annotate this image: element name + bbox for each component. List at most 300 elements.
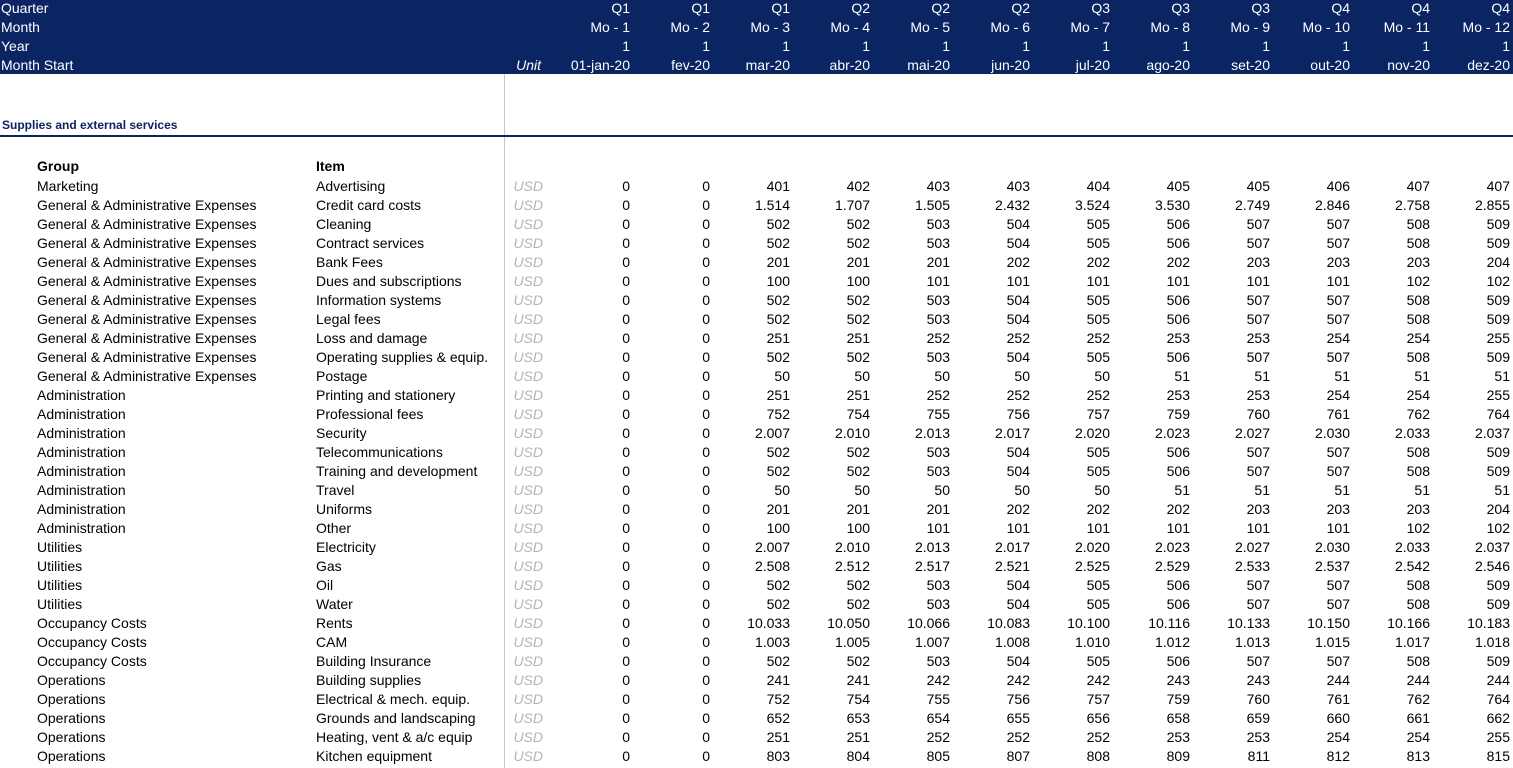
- value-cell[interactable]: 506: [1166, 596, 1190, 612]
- value-cell[interactable]: 653: [846, 710, 870, 726]
- value-cell[interactable]: 503: [926, 292, 950, 308]
- value-cell[interactable]: 0: [622, 235, 630, 251]
- value-cell[interactable]: 407: [1486, 178, 1510, 194]
- value-cell[interactable]: 201: [926, 501, 950, 517]
- value-cell[interactable]: 507: [1246, 311, 1270, 327]
- value-cell[interactable]: 1.707: [834, 197, 870, 213]
- unit-cell[interactable]: USD: [513, 406, 543, 422]
- group-cell[interactable]: Administration: [37, 406, 126, 422]
- value-cell[interactable]: 50: [934, 482, 950, 498]
- value-cell[interactable]: 0: [702, 273, 710, 289]
- month-cell[interactable]: Mo - 2: [670, 19, 710, 35]
- item-cell[interactable]: Telecommunications: [316, 444, 443, 460]
- item-cell[interactable]: Printing and stationery: [316, 387, 456, 403]
- value-cell[interactable]: 2.010: [834, 539, 870, 555]
- value-cell[interactable]: 100: [846, 520, 870, 536]
- value-cell[interactable]: 1.007: [914, 634, 950, 650]
- group-cell[interactable]: General & Administrative Expenses: [37, 216, 257, 232]
- unit-cell[interactable]: USD: [513, 311, 543, 327]
- value-cell[interactable]: 0: [622, 178, 630, 194]
- value-cell[interactable]: 101: [1326, 273, 1350, 289]
- group-cell[interactable]: Utilities: [37, 596, 83, 612]
- value-cell[interactable]: 253: [1166, 330, 1190, 346]
- value-cell[interactable]: 2.007: [754, 539, 790, 555]
- year-label[interactable]: Year: [1, 38, 30, 54]
- value-cell[interactable]: 507: [1246, 577, 1270, 593]
- unit-cell[interactable]: USD: [513, 729, 543, 745]
- value-cell[interactable]: 502: [766, 463, 790, 479]
- group-cell[interactable]: General & Administrative Expenses: [37, 349, 257, 365]
- value-cell[interactable]: 0: [622, 710, 630, 726]
- group-cell[interactable]: Administration: [37, 501, 126, 517]
- unit-cell[interactable]: USD: [513, 330, 543, 346]
- value-cell[interactable]: 0: [702, 596, 710, 612]
- month-cell[interactable]: Mo - 4: [830, 19, 870, 35]
- value-cell[interactable]: 101: [1006, 273, 1030, 289]
- quarter-cell[interactable]: Q3: [1171, 0, 1190, 16]
- item-cell[interactable]: Water: [316, 596, 353, 612]
- value-cell[interactable]: 504: [1006, 596, 1030, 612]
- item-cell[interactable]: Travel: [316, 482, 355, 498]
- year-cell[interactable]: 1: [1102, 38, 1110, 54]
- value-cell[interactable]: 652: [766, 710, 790, 726]
- value-cell[interactable]: 101: [1086, 273, 1110, 289]
- value-cell[interactable]: 2.517: [914, 558, 950, 574]
- month-cell[interactable]: Mo - 11: [1383, 19, 1430, 35]
- value-cell[interactable]: 201: [846, 501, 870, 517]
- value-cell[interactable]: 51: [1494, 368, 1510, 384]
- month-start-cell[interactable]: mar-20: [745, 57, 790, 73]
- month-start-label[interactable]: Month Start: [1, 57, 74, 73]
- item-cell[interactable]: Building supplies: [316, 672, 422, 688]
- group-cell[interactable]: Utilities: [37, 577, 83, 593]
- item-cell[interactable]: Postage: [316, 368, 368, 384]
- value-cell[interactable]: 1.013: [1234, 634, 1270, 650]
- unit-cell[interactable]: USD: [513, 691, 543, 707]
- group-cell[interactable]: Operations: [37, 729, 106, 745]
- value-cell[interactable]: 506: [1166, 577, 1190, 593]
- value-cell[interactable]: 503: [926, 349, 950, 365]
- value-cell[interactable]: 505: [1086, 653, 1110, 669]
- value-cell[interactable]: 0: [622, 520, 630, 536]
- group-cell[interactable]: Occupancy Costs: [37, 653, 147, 669]
- value-cell[interactable]: 506: [1166, 444, 1190, 460]
- group-cell[interactable]: General & Administrative Expenses: [37, 311, 257, 327]
- value-cell[interactable]: 51: [1494, 482, 1510, 498]
- year-cell[interactable]: 1: [702, 38, 710, 54]
- value-cell[interactable]: 202: [1086, 254, 1110, 270]
- value-cell[interactable]: 503: [926, 653, 950, 669]
- value-cell[interactable]: 251: [766, 729, 790, 745]
- value-cell[interactable]: 502: [766, 653, 790, 669]
- value-cell[interactable]: 661: [1406, 710, 1430, 726]
- value-cell[interactable]: 502: [846, 596, 870, 612]
- value-cell[interactable]: 10.133: [1227, 615, 1270, 631]
- value-cell[interactable]: 504: [1006, 235, 1030, 251]
- value-cell[interactable]: 503: [926, 311, 950, 327]
- value-cell[interactable]: 502: [766, 235, 790, 251]
- value-cell[interactable]: 102: [1486, 273, 1510, 289]
- value-cell[interactable]: 202: [1006, 501, 1030, 517]
- value-cell[interactable]: 509: [1486, 577, 1510, 593]
- value-cell[interactable]: 0: [702, 672, 710, 688]
- item-cell[interactable]: Rents: [316, 615, 353, 631]
- value-cell[interactable]: 0: [702, 254, 710, 270]
- item-cell[interactable]: Electrical & mech. equip.: [316, 691, 471, 707]
- value-cell[interactable]: 509: [1486, 349, 1510, 365]
- value-cell[interactable]: 507: [1246, 463, 1270, 479]
- value-cell[interactable]: 509: [1486, 596, 1510, 612]
- unit-cell[interactable]: USD: [513, 178, 543, 194]
- value-cell[interactable]: 2.546: [1474, 558, 1510, 574]
- quarter-cell[interactable]: Q2: [851, 0, 870, 16]
- value-cell[interactable]: 503: [926, 577, 950, 593]
- value-cell[interactable]: 0: [702, 577, 710, 593]
- value-cell[interactable]: 0: [622, 672, 630, 688]
- month-cell[interactable]: Mo - 7: [1070, 19, 1110, 35]
- month-start-cell[interactable]: mai-20: [907, 57, 950, 73]
- value-cell[interactable]: 1.017: [1394, 634, 1430, 650]
- value-cell[interactable]: 505: [1086, 235, 1110, 251]
- item-cell[interactable]: Oil: [316, 577, 334, 593]
- value-cell[interactable]: 203: [1246, 254, 1270, 270]
- value-cell[interactable]: 253: [1246, 729, 1270, 745]
- unit-cell[interactable]: USD: [513, 292, 543, 308]
- value-cell[interactable]: 10.116: [1148, 615, 1190, 631]
- value-cell[interactable]: 2.758: [1394, 197, 1430, 213]
- value-cell[interactable]: 508: [1406, 311, 1430, 327]
- value-cell[interactable]: 1.003: [754, 634, 790, 650]
- value-cell[interactable]: 243: [1166, 672, 1190, 688]
- value-cell[interactable]: 0: [622, 349, 630, 365]
- value-cell[interactable]: 659: [1246, 710, 1270, 726]
- value-cell[interactable]: 101: [1006, 520, 1030, 536]
- unit-cell[interactable]: USD: [513, 444, 543, 460]
- value-cell[interactable]: 253: [1246, 330, 1270, 346]
- quarter-cell[interactable]: Q4: [1411, 0, 1430, 16]
- value-cell[interactable]: 251: [766, 330, 790, 346]
- value-cell[interactable]: 252: [1006, 729, 1030, 745]
- quarter-cell[interactable]: Q4: [1491, 0, 1510, 16]
- value-cell[interactable]: 0: [622, 273, 630, 289]
- value-cell[interactable]: 242: [926, 672, 950, 688]
- value-cell[interactable]: 0: [702, 520, 710, 536]
- item-cell[interactable]: Loss and damage: [316, 330, 428, 346]
- month-cell[interactable]: Mo - 3: [750, 19, 790, 35]
- value-cell[interactable]: 255: [1486, 330, 1510, 346]
- value-cell[interactable]: 2.017: [994, 539, 1030, 555]
- value-cell[interactable]: 0: [622, 615, 630, 631]
- month-label[interactable]: Month: [1, 19, 40, 35]
- value-cell[interactable]: 503: [926, 235, 950, 251]
- value-cell[interactable]: 201: [766, 501, 790, 517]
- value-cell[interactable]: 504: [1006, 292, 1030, 308]
- value-cell[interactable]: 503: [926, 444, 950, 460]
- month-start-cell[interactable]: abr-20: [829, 57, 870, 73]
- year-cell[interactable]: 1: [1182, 38, 1190, 54]
- unit-cell[interactable]: USD: [513, 235, 543, 251]
- value-cell[interactable]: 0: [702, 178, 710, 194]
- value-cell[interactable]: 507: [1246, 216, 1270, 232]
- value-cell[interactable]: 0: [702, 330, 710, 346]
- value-cell[interactable]: 508: [1406, 235, 1430, 251]
- value-cell[interactable]: 0: [702, 444, 710, 460]
- value-cell[interactable]: 3.524: [1074, 197, 1110, 213]
- quarter-cell[interactable]: Q4: [1331, 0, 1350, 16]
- value-cell[interactable]: 764: [1486, 691, 1510, 707]
- value-cell[interactable]: 2.030: [1314, 425, 1350, 441]
- value-cell[interactable]: 502: [766, 444, 790, 460]
- value-cell[interactable]: 2.033: [1394, 539, 1430, 555]
- unit-cell[interactable]: USD: [513, 216, 543, 232]
- value-cell[interactable]: 252: [926, 330, 950, 346]
- value-cell[interactable]: 0: [622, 292, 630, 308]
- value-cell[interactable]: 660: [1326, 710, 1350, 726]
- month-start-cell[interactable]: out-20: [1310, 57, 1350, 73]
- value-cell[interactable]: 756: [1006, 691, 1030, 707]
- value-cell[interactable]: 251: [846, 330, 870, 346]
- value-cell[interactable]: 244: [1326, 672, 1350, 688]
- year-cell[interactable]: 1: [1022, 38, 1030, 54]
- item-column-header[interactable]: Item: [316, 158, 345, 174]
- value-cell[interactable]: 761: [1326, 406, 1350, 422]
- value-cell[interactable]: 0: [622, 577, 630, 593]
- value-cell[interactable]: 502: [846, 577, 870, 593]
- value-cell[interactable]: 509: [1486, 235, 1510, 251]
- year-cell[interactable]: 1: [1422, 38, 1430, 54]
- value-cell[interactable]: 51: [1414, 368, 1430, 384]
- month-start-cell[interactable]: nov-20: [1387, 57, 1430, 73]
- year-cell[interactable]: 1: [1262, 38, 1270, 54]
- value-cell[interactable]: 2.023: [1154, 539, 1190, 555]
- group-cell[interactable]: Administration: [37, 387, 126, 403]
- section-title[interactable]: Supplies and external services: [2, 118, 178, 132]
- item-cell[interactable]: Advertising: [316, 178, 386, 194]
- value-cell[interactable]: 10.100: [1067, 615, 1110, 631]
- value-cell[interactable]: 2.749: [1234, 197, 1270, 213]
- item-cell[interactable]: Training and development: [316, 463, 478, 479]
- value-cell[interactable]: 0: [622, 634, 630, 650]
- value-cell[interactable]: 10.033: [747, 615, 790, 631]
- unit-cell[interactable]: USD: [513, 596, 543, 612]
- item-cell[interactable]: Security: [316, 425, 367, 441]
- value-cell[interactable]: 504: [1006, 311, 1030, 327]
- group-cell[interactable]: Administration: [37, 520, 126, 536]
- value-cell[interactable]: 403: [1006, 178, 1030, 194]
- value-cell[interactable]: 100: [766, 520, 790, 536]
- value-cell[interactable]: 504: [1006, 444, 1030, 460]
- value-cell[interactable]: 2.020: [1074, 425, 1110, 441]
- value-cell[interactable]: 251: [846, 387, 870, 403]
- value-cell[interactable]: 1.015: [1314, 634, 1350, 650]
- item-cell[interactable]: Credit card costs: [316, 197, 422, 213]
- value-cell[interactable]: 507: [1246, 444, 1270, 460]
- value-cell[interactable]: 50: [1014, 482, 1030, 498]
- value-cell[interactable]: 504: [1006, 577, 1030, 593]
- value-cell[interactable]: 255: [1486, 387, 1510, 403]
- value-cell[interactable]: 506: [1166, 292, 1190, 308]
- value-cell[interactable]: 509: [1486, 653, 1510, 669]
- item-cell[interactable]: Legal fees: [316, 311, 381, 327]
- value-cell[interactable]: 2.030: [1314, 539, 1350, 555]
- month-cell[interactable]: Mo - 5: [910, 19, 950, 35]
- value-cell[interactable]: 502: [766, 311, 790, 327]
- value-cell[interactable]: 505: [1086, 444, 1110, 460]
- value-cell[interactable]: 662: [1486, 710, 1510, 726]
- value-cell[interactable]: 0: [702, 387, 710, 403]
- year-cell[interactable]: 1: [1502, 38, 1510, 54]
- group-cell[interactable]: General & Administrative Expenses: [37, 368, 257, 384]
- item-cell[interactable]: Heating, vent & a/c equip: [316, 729, 473, 745]
- value-cell[interactable]: 51: [1174, 482, 1190, 498]
- value-cell[interactable]: 242: [1006, 672, 1030, 688]
- value-cell[interactable]: 204: [1486, 254, 1510, 270]
- value-cell[interactable]: 50: [934, 368, 950, 384]
- value-cell[interactable]: 809: [1166, 748, 1190, 764]
- value-cell[interactable]: 0: [702, 501, 710, 517]
- value-cell[interactable]: 0: [622, 691, 630, 707]
- value-cell[interactable]: 202: [1166, 501, 1190, 517]
- value-cell[interactable]: 10.050: [827, 615, 870, 631]
- value-cell[interactable]: 201: [926, 254, 950, 270]
- value-cell[interactable]: 507: [1326, 596, 1350, 612]
- value-cell[interactable]: 2.537: [1314, 558, 1350, 574]
- unit-cell[interactable]: USD: [513, 520, 543, 536]
- value-cell[interactable]: 502: [846, 444, 870, 460]
- value-cell[interactable]: 254: [1406, 387, 1430, 403]
- group-cell[interactable]: Operations: [37, 710, 106, 726]
- group-cell[interactable]: General & Administrative Expenses: [37, 197, 257, 213]
- value-cell[interactable]: 502: [846, 292, 870, 308]
- value-cell[interactable]: 507: [1326, 349, 1350, 365]
- value-cell[interactable]: 757: [1086, 691, 1110, 707]
- month-start-cell[interactable]: jun-20: [991, 57, 1030, 73]
- value-cell[interactable]: 0: [622, 653, 630, 669]
- value-cell[interactable]: 752: [766, 406, 790, 422]
- unit-cell[interactable]: USD: [513, 558, 543, 574]
- value-cell[interactable]: 2.529: [1154, 558, 1190, 574]
- value-cell[interactable]: 502: [766, 596, 790, 612]
- value-cell[interactable]: 507: [1326, 463, 1350, 479]
- value-cell[interactable]: 405: [1246, 178, 1270, 194]
- value-cell[interactable]: 503: [926, 463, 950, 479]
- value-cell[interactable]: 504: [1006, 463, 1030, 479]
- month-start-cell[interactable]: set-20: [1231, 57, 1270, 73]
- value-cell[interactable]: 760: [1246, 691, 1270, 707]
- year-cell[interactable]: 1: [782, 38, 790, 54]
- value-cell[interactable]: 509: [1486, 292, 1510, 308]
- quarter-cell[interactable]: Q2: [931, 0, 950, 16]
- value-cell[interactable]: 2.013: [914, 539, 950, 555]
- month-cell[interactable]: Mo - 8: [1150, 19, 1190, 35]
- month-start-cell[interactable]: 01-jan-20: [570, 57, 630, 73]
- item-cell[interactable]: Uniforms: [316, 501, 373, 517]
- item-cell[interactable]: Grounds and landscaping: [316, 710, 476, 726]
- item-cell[interactable]: Professional fees: [316, 406, 424, 422]
- value-cell[interactable]: 507: [1326, 653, 1350, 669]
- month-cell[interactable]: Mo - 9: [1230, 19, 1270, 35]
- group-cell[interactable]: Occupancy Costs: [37, 634, 147, 650]
- unit-header[interactable]: Unit: [516, 57, 541, 73]
- value-cell[interactable]: 2.027: [1234, 539, 1270, 555]
- value-cell[interactable]: 0: [702, 368, 710, 384]
- value-cell[interactable]: 0: [702, 653, 710, 669]
- value-cell[interactable]: 1.018: [1474, 634, 1510, 650]
- value-cell[interactable]: 1.010: [1074, 634, 1110, 650]
- value-cell[interactable]: 507: [1326, 292, 1350, 308]
- quarter-cell[interactable]: Q2: [1011, 0, 1030, 16]
- quarter-cell[interactable]: Q3: [1091, 0, 1110, 16]
- value-cell[interactable]: 0: [702, 406, 710, 422]
- value-cell[interactable]: 0: [622, 729, 630, 745]
- value-cell[interactable]: 504: [1006, 349, 1030, 365]
- unit-cell[interactable]: USD: [513, 349, 543, 365]
- value-cell[interactable]: 509: [1486, 444, 1510, 460]
- value-cell[interactable]: 51: [1334, 482, 1350, 498]
- value-cell[interactable]: 2.846: [1314, 197, 1350, 213]
- unit-cell[interactable]: USD: [513, 634, 543, 650]
- group-cell[interactable]: Administration: [37, 482, 126, 498]
- year-cell[interactable]: 1: [622, 38, 630, 54]
- unit-cell[interactable]: USD: [513, 539, 543, 555]
- value-cell[interactable]: 506: [1166, 311, 1190, 327]
- value-cell[interactable]: 51: [1334, 368, 1350, 384]
- value-cell[interactable]: 2.013: [914, 425, 950, 441]
- value-cell[interactable]: 508: [1406, 463, 1430, 479]
- value-cell[interactable]: 51: [1414, 482, 1430, 498]
- unit-cell[interactable]: USD: [513, 615, 543, 631]
- value-cell[interactable]: 2.525: [1074, 558, 1110, 574]
- value-cell[interactable]: 757: [1086, 406, 1110, 422]
- item-cell[interactable]: Operating supplies & equip.: [316, 349, 488, 365]
- year-cell[interactable]: 1: [1342, 38, 1350, 54]
- value-cell[interactable]: 242: [1086, 672, 1110, 688]
- quarter-cell[interactable]: Q1: [691, 0, 710, 16]
- value-cell[interactable]: 252: [1086, 729, 1110, 745]
- value-cell[interactable]: 506: [1166, 463, 1190, 479]
- value-cell[interactable]: 2.512: [834, 558, 870, 574]
- quarter-cell[interactable]: Q3: [1251, 0, 1270, 16]
- value-cell[interactable]: 502: [846, 311, 870, 327]
- value-cell[interactable]: 203: [1326, 501, 1350, 517]
- item-cell[interactable]: Kitchen equipment: [316, 748, 432, 764]
- value-cell[interactable]: 507: [1246, 653, 1270, 669]
- group-cell[interactable]: Utilities: [37, 539, 83, 555]
- item-cell[interactable]: Electricity: [316, 539, 376, 555]
- value-cell[interactable]: 508: [1406, 292, 1430, 308]
- value-cell[interactable]: 50: [1094, 368, 1110, 384]
- value-cell[interactable]: 252: [926, 729, 950, 745]
- value-cell[interactable]: 202: [1006, 254, 1030, 270]
- value-cell[interactable]: 815: [1486, 748, 1510, 764]
- unit-cell[interactable]: USD: [513, 653, 543, 669]
- value-cell[interactable]: 252: [1006, 330, 1030, 346]
- value-cell[interactable]: 754: [846, 691, 870, 707]
- value-cell[interactable]: 0: [702, 710, 710, 726]
- value-cell[interactable]: 251: [766, 387, 790, 403]
- value-cell[interactable]: 201: [846, 254, 870, 270]
- month-start-cell[interactable]: dez-20: [1467, 57, 1510, 73]
- value-cell[interactable]: 241: [846, 672, 870, 688]
- unit-cell[interactable]: USD: [513, 254, 543, 270]
- value-cell[interactable]: 254: [1326, 330, 1350, 346]
- value-cell[interactable]: 0: [622, 197, 630, 213]
- value-cell[interactable]: 508: [1406, 577, 1430, 593]
- value-cell[interactable]: 0: [702, 615, 710, 631]
- value-cell[interactable]: 203: [1406, 254, 1430, 270]
- value-cell[interactable]: 507: [1246, 349, 1270, 365]
- value-cell[interactable]: 2.010: [834, 425, 870, 441]
